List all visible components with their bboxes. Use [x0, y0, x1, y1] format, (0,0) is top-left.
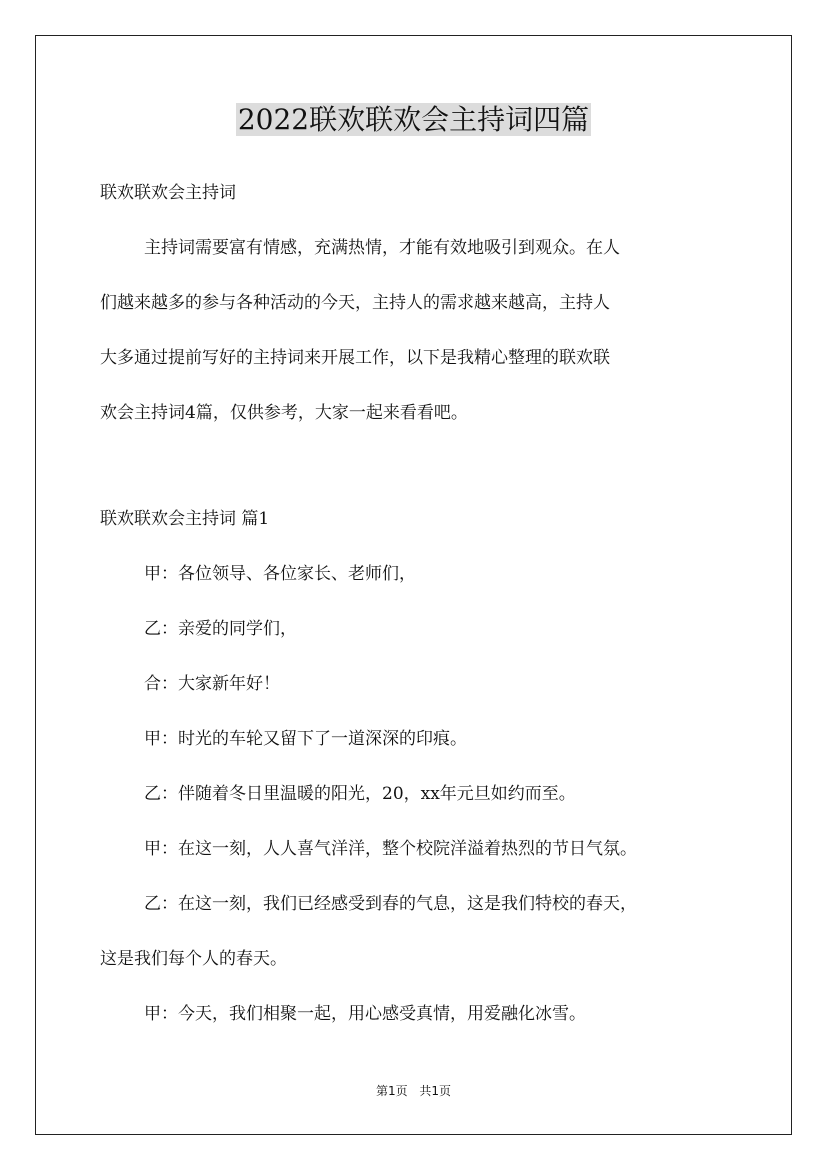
dialogue-line: 乙：伴随着冬日里温暖的阳光，20，xx年元旦如约而至。 — [144, 784, 576, 804]
dialogue-line: 乙：亲爱的同学们， — [144, 619, 297, 639]
intro-line: 大多通过提前写好的主持词来开展工作，以下是我精心整理的联欢联 — [100, 348, 610, 368]
intro-line: 们越来越多的参与各种活动的今天，主持人的需求越来越高，主持人 — [100, 293, 610, 313]
page-total: 共1页 — [419, 1084, 452, 1098]
document-title — [0, 98, 827, 142]
page-footer — [0, 1082, 827, 1099]
page-number: 第1页 — [375, 1084, 408, 1098]
dialogue-line: 合：大家新年好！ — [144, 674, 280, 694]
dialogue-line: 甲：时光的车轮又留下了一道深深的印痕。 — [144, 729, 467, 749]
intro-line: 欢会主持词4篇，仅供参考，大家一起来看看吧。 — [100, 403, 468, 423]
dialogue-line: 甲：在这一刻，人人喜气洋洋，整个校院洋溢着热烈的节日气氛。 — [144, 839, 637, 859]
intro-section — [100, 176, 740, 451]
dialogue-line: 甲：今天，我们相聚一起，用心感受真情，用爱融化冰雪。 — [144, 1004, 586, 1024]
intro-line: 主持词需要富有情感，充满热情，才能有效地吸引到观众。在人 — [144, 238, 620, 258]
intro-heading: 联欢联欢会主持词 — [100, 183, 236, 203]
dialogue-line: 这是我们每个人的春天。 — [100, 949, 287, 969]
document-title-text: 2022联欢联欢会主持词四篇 — [237, 103, 590, 136]
dialogue-line: 甲：各位领导、各位家长、老师们， — [144, 564, 416, 584]
dialogue-line: 乙：在这一刻，我们已经感受到春的气息，这是我们特校的春天， — [144, 894, 637, 914]
dialogue-section — [100, 502, 740, 1052]
section-heading: 联欢联欢会主持词 篇1 — [100, 509, 270, 529]
